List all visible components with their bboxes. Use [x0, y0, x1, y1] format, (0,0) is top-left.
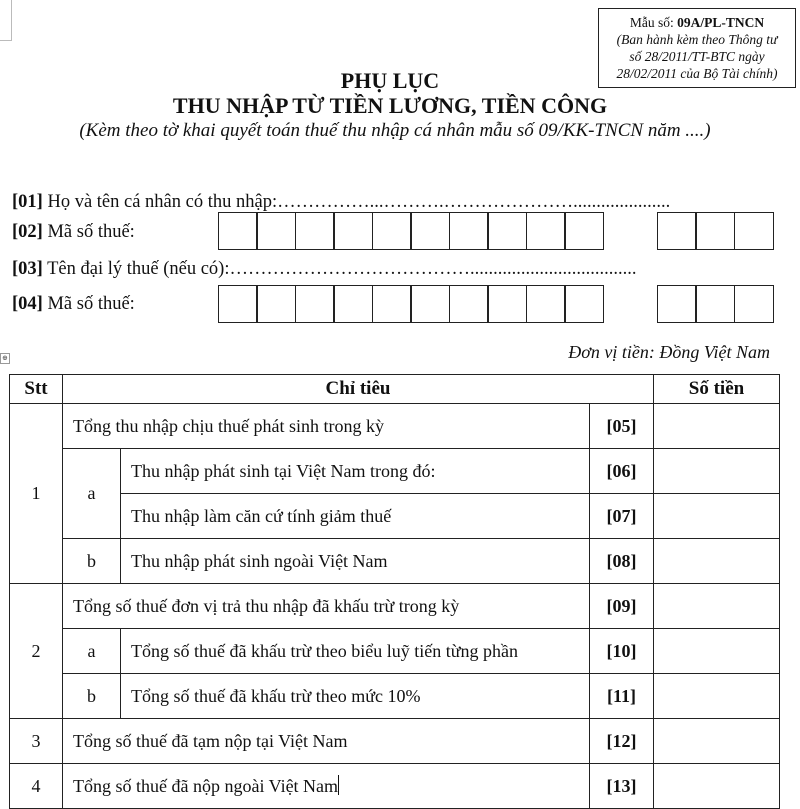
field-code: [04] [12, 294, 43, 314]
tax-code-digit-box[interactable] [410, 212, 450, 250]
row-indicator[interactable]: Tổng thu nhập chịu thuế phát sinh trong kỳ [63, 404, 590, 449]
header-amount: Số tiền [654, 375, 780, 404]
tax-code-digit-box[interactable] [526, 212, 566, 250]
row-code: [12] [590, 719, 654, 764]
row-amount-cell[interactable] [654, 674, 780, 719]
tax-code-digit-box[interactable] [218, 285, 258, 323]
tax-code-digit-box[interactable] [256, 212, 296, 250]
row-stt: 2 [10, 584, 63, 719]
row-amount-cell[interactable] [654, 404, 780, 449]
tax-code-digit-box[interactable] [657, 212, 697, 250]
row-code: [10] [590, 629, 654, 674]
tax-code-digit-box[interactable] [218, 212, 258, 250]
field-taxpayer-name[interactable] [12, 192, 670, 213]
table-row [10, 449, 780, 494]
row-indicator[interactable]: Thu nhập phát sinh tại Việt Nam trong đó: [121, 449, 590, 494]
form-note-line: 28/02/2011 của Bộ Tài chính) [616, 66, 778, 81]
field-tax-code-label [12, 222, 135, 243]
row-code: [07] [590, 494, 654, 539]
page-margin-marker [0, 0, 12, 41]
row-sub: b [63, 539, 121, 584]
row-indicator[interactable]: Tổng số thuế đã khấu trừ theo mức 10% [121, 674, 590, 719]
row-code: [09] [590, 584, 654, 629]
table-row [10, 629, 780, 674]
tax-code-digit-box[interactable] [372, 212, 412, 250]
field-code: [01] [12, 192, 43, 212]
tax-code-digit-box[interactable] [295, 212, 335, 250]
row-indicator[interactable]: Tổng số thuế đã tạm nộp tại Việt Nam [63, 719, 590, 764]
field-tax-agent-name[interactable] [12, 259, 636, 280]
table-row [10, 584, 780, 629]
table-row [10, 674, 780, 719]
currency-unit-note: Đơn vị tiền: Đồng Việt Nam [568, 342, 770, 362]
row-sub: a [63, 629, 121, 674]
table-row [10, 764, 780, 809]
row-code: [05] [590, 404, 654, 449]
tax-code-digit-box[interactable] [449, 212, 489, 250]
tax-code-digit-box[interactable] [256, 285, 296, 323]
tax-code-digit-box[interactable] [487, 212, 527, 250]
row-sub: b [63, 674, 121, 719]
tax-code-digit-box[interactable] [695, 212, 735, 250]
tax-code-digit-box[interactable] [695, 285, 735, 323]
tax-code-boxes-ext[interactable] [658, 212, 774, 250]
tax-code-digit-box[interactable] [564, 212, 604, 250]
form-note-line: (Ban hành kèm theo Thông tư [616, 32, 778, 47]
row-amount-cell[interactable] [654, 584, 780, 629]
row-stt: 4 [10, 764, 63, 809]
row-amount-cell[interactable] [654, 494, 780, 539]
row-indicator[interactable] [63, 764, 590, 809]
row-indicator[interactable]: Tổng số thuế đã khấu trừ theo biểu luỹ tiến từng phần [121, 629, 590, 674]
row-amount-cell[interactable] [654, 449, 780, 494]
row-amount-cell[interactable] [654, 719, 780, 764]
row-code: [06] [590, 449, 654, 494]
field-label: Họ và tên cá nhân có thu nhập: [42, 192, 278, 212]
row-stt: 1 [10, 404, 63, 584]
field-agent-tax-code-label [12, 294, 135, 315]
tax-code-digit-box[interactable] [410, 285, 450, 323]
tax-code-digit-box[interactable] [333, 212, 373, 250]
fill-in-dots[interactable]: ………………………………….................................... [229, 259, 637, 279]
row-indicator[interactable]: Thu nhập làm căn cứ tính giảm thuế [121, 494, 590, 539]
form-note-line: số 28/2011/TT-BTC ngày [629, 49, 765, 64]
row-amount-cell[interactable] [654, 539, 780, 584]
tax-code-digit-box[interactable] [564, 285, 604, 323]
table-row [10, 539, 780, 584]
row-code: [08] [590, 539, 654, 584]
header-indicator: Chỉ tiêu [63, 375, 654, 404]
field-label: Mã số thuế: [42, 222, 135, 242]
row-code: [11] [590, 674, 654, 719]
table-move-handle-icon[interactable]: ⊕ [0, 353, 10, 364]
field-code: [03] [12, 259, 43, 279]
text-cursor [338, 775, 339, 795]
form-number-label: Mẫu số: [629, 15, 678, 30]
row-indicator[interactable]: Tổng số thuế đơn vị trả thu nhập đã khấu trừ trong kỳ [63, 584, 590, 629]
tax-code-digit-box[interactable] [734, 285, 774, 323]
tax-code-digit-box[interactable] [734, 212, 774, 250]
fill-in-dots[interactable]: ……………...……….…………………..................... [277, 192, 671, 212]
row-code: [13] [590, 764, 654, 809]
table-row [10, 719, 780, 764]
income-table [9, 374, 780, 809]
agent-tax-code-boxes-main[interactable] [219, 285, 604, 323]
field-label: Tên đại lý thuế (nếu có): [42, 259, 230, 279]
page-title[interactable]: PHỤ LỤC [340, 68, 440, 93]
tax-code-digit-box[interactable] [657, 285, 697, 323]
row-indicator-text: Tổng số thuế đã nộp ngoài Việt Nam [73, 776, 339, 796]
table-header-row [10, 375, 780, 404]
agent-tax-code-boxes-ext[interactable] [658, 285, 774, 323]
page-subtitle[interactable]: THU NHẬP TỪ TIỀN LƯƠNG, TIỀN CÔNG [172, 93, 608, 118]
field-code: [02] [12, 222, 43, 242]
page-subtitle-note[interactable]: (Kèm theo tờ khai quyết toán thuế thu nhập cá nhân mẫu số 09/KK-TNCN năm ....) [79, 120, 711, 141]
row-indicator[interactable]: Thu nhập phát sinh ngoài Việt Nam [121, 539, 590, 584]
field-label: Mã số thuế: [42, 294, 135, 314]
tax-code-digit-box[interactable] [372, 285, 412, 323]
tax-code-digit-box[interactable] [295, 285, 335, 323]
tax-code-digit-box[interactable] [526, 285, 566, 323]
row-amount-cell[interactable] [654, 764, 780, 809]
row-stt: 3 [10, 719, 63, 764]
table-row [10, 404, 780, 449]
form-number-code: 09A/PL-TNCN [677, 15, 765, 30]
row-amount-cell[interactable] [654, 629, 780, 674]
row-sub: a [63, 449, 121, 539]
tax-code-digit-box[interactable] [487, 285, 527, 323]
tax-code-boxes-main[interactable] [219, 212, 604, 250]
header-stt: Stt [10, 375, 63, 404]
table-row [10, 494, 780, 539]
tax-code-digit-box[interactable] [449, 285, 489, 323]
tax-code-digit-box[interactable] [333, 285, 373, 323]
